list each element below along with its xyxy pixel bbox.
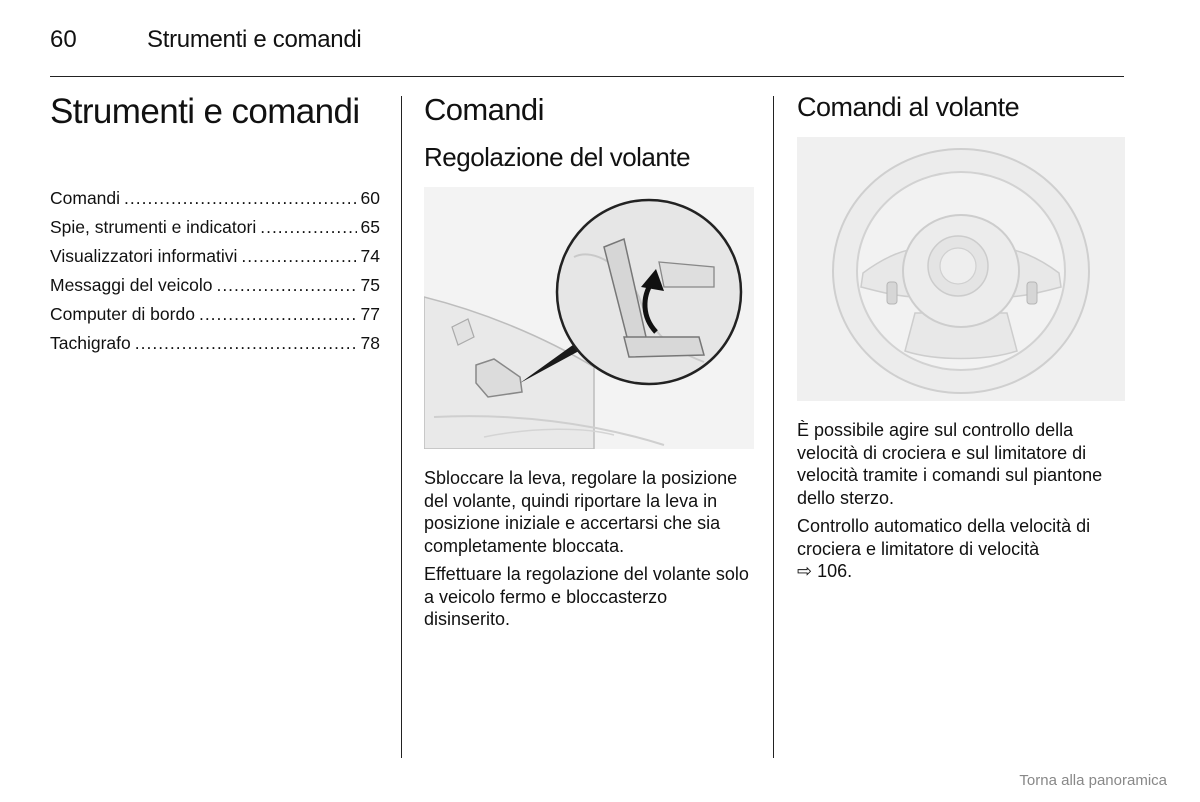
steering-controls-section xyxy=(797,92,1127,583)
running-title: Strumenti e comandi xyxy=(147,26,362,53)
section-title: Comandi al volante xyxy=(797,92,1020,122)
section-title: Comandi xyxy=(424,92,544,127)
paragraph: È possibile agire sul controllo della velocità di crociera e sul limitatore di velocità tramite i comandi sul piantone dello sterzo. xyxy=(797,420,1103,508)
controls-section xyxy=(424,92,754,631)
toc-label: Visualizzatori informativi xyxy=(50,246,238,266)
toc-page: 75 xyxy=(360,275,380,295)
toc-label: Messaggi del veicolo xyxy=(50,275,213,295)
page-number: 60 xyxy=(50,26,77,53)
toc-entry[interactable] xyxy=(50,275,380,304)
chapter-contents xyxy=(50,92,380,362)
toc-label: Computer di bordo xyxy=(50,304,195,324)
paragraph-text: Controllo automatico della velocità di crociera e limitatore di velocità xyxy=(797,516,1091,559)
toc-entry[interactable] xyxy=(50,188,380,217)
paragraph xyxy=(797,515,1127,583)
chapter-title: Strumenti e comandi xyxy=(50,92,360,131)
toc-page: 60 xyxy=(360,188,380,208)
paragraph: Sbloccare la leva, regolare la posizione del volante, quindi riportare la leva in posizione iniziale e accertarsi che sia completamente bloccata. xyxy=(424,468,738,556)
steering-wheel-illustration xyxy=(797,137,1125,401)
back-to-overview-link[interactable]: Torna alla panoramica xyxy=(1019,772,1167,789)
toc-leader xyxy=(260,217,356,238)
table-of-contents xyxy=(50,188,380,362)
toc-entry[interactable] xyxy=(50,333,380,362)
toc-leader xyxy=(124,188,356,209)
column-divider xyxy=(773,96,774,758)
toc-leader xyxy=(135,333,357,354)
paragraph: Effettuare la regolazione del volante solo a veicolo fermo e bloccasterzo disinserito. xyxy=(424,564,749,629)
toc-leader xyxy=(216,275,356,296)
toc-page: 78 xyxy=(360,333,380,353)
page-header xyxy=(50,24,1124,77)
page-reference-link[interactable]: ⇨ 106. xyxy=(797,561,853,581)
toc-entry[interactable] xyxy=(50,246,380,275)
toc-label: Tachigrafo xyxy=(50,333,131,353)
toc-leader xyxy=(199,304,357,325)
toc-leader xyxy=(241,246,356,267)
toc-entry[interactable] xyxy=(50,217,380,246)
toc-page: 65 xyxy=(360,217,380,237)
toc-page: 77 xyxy=(360,304,380,324)
toc-label: Comandi xyxy=(50,188,121,208)
column-divider xyxy=(401,96,402,758)
toc-entry[interactable] xyxy=(50,304,380,333)
subsection-title: Regolazione del volante xyxy=(424,142,691,172)
toc-label: Spie, strumenti e indicatori xyxy=(50,217,257,237)
toc-page: 74 xyxy=(360,246,380,266)
steering-lever-illustration xyxy=(424,187,754,449)
